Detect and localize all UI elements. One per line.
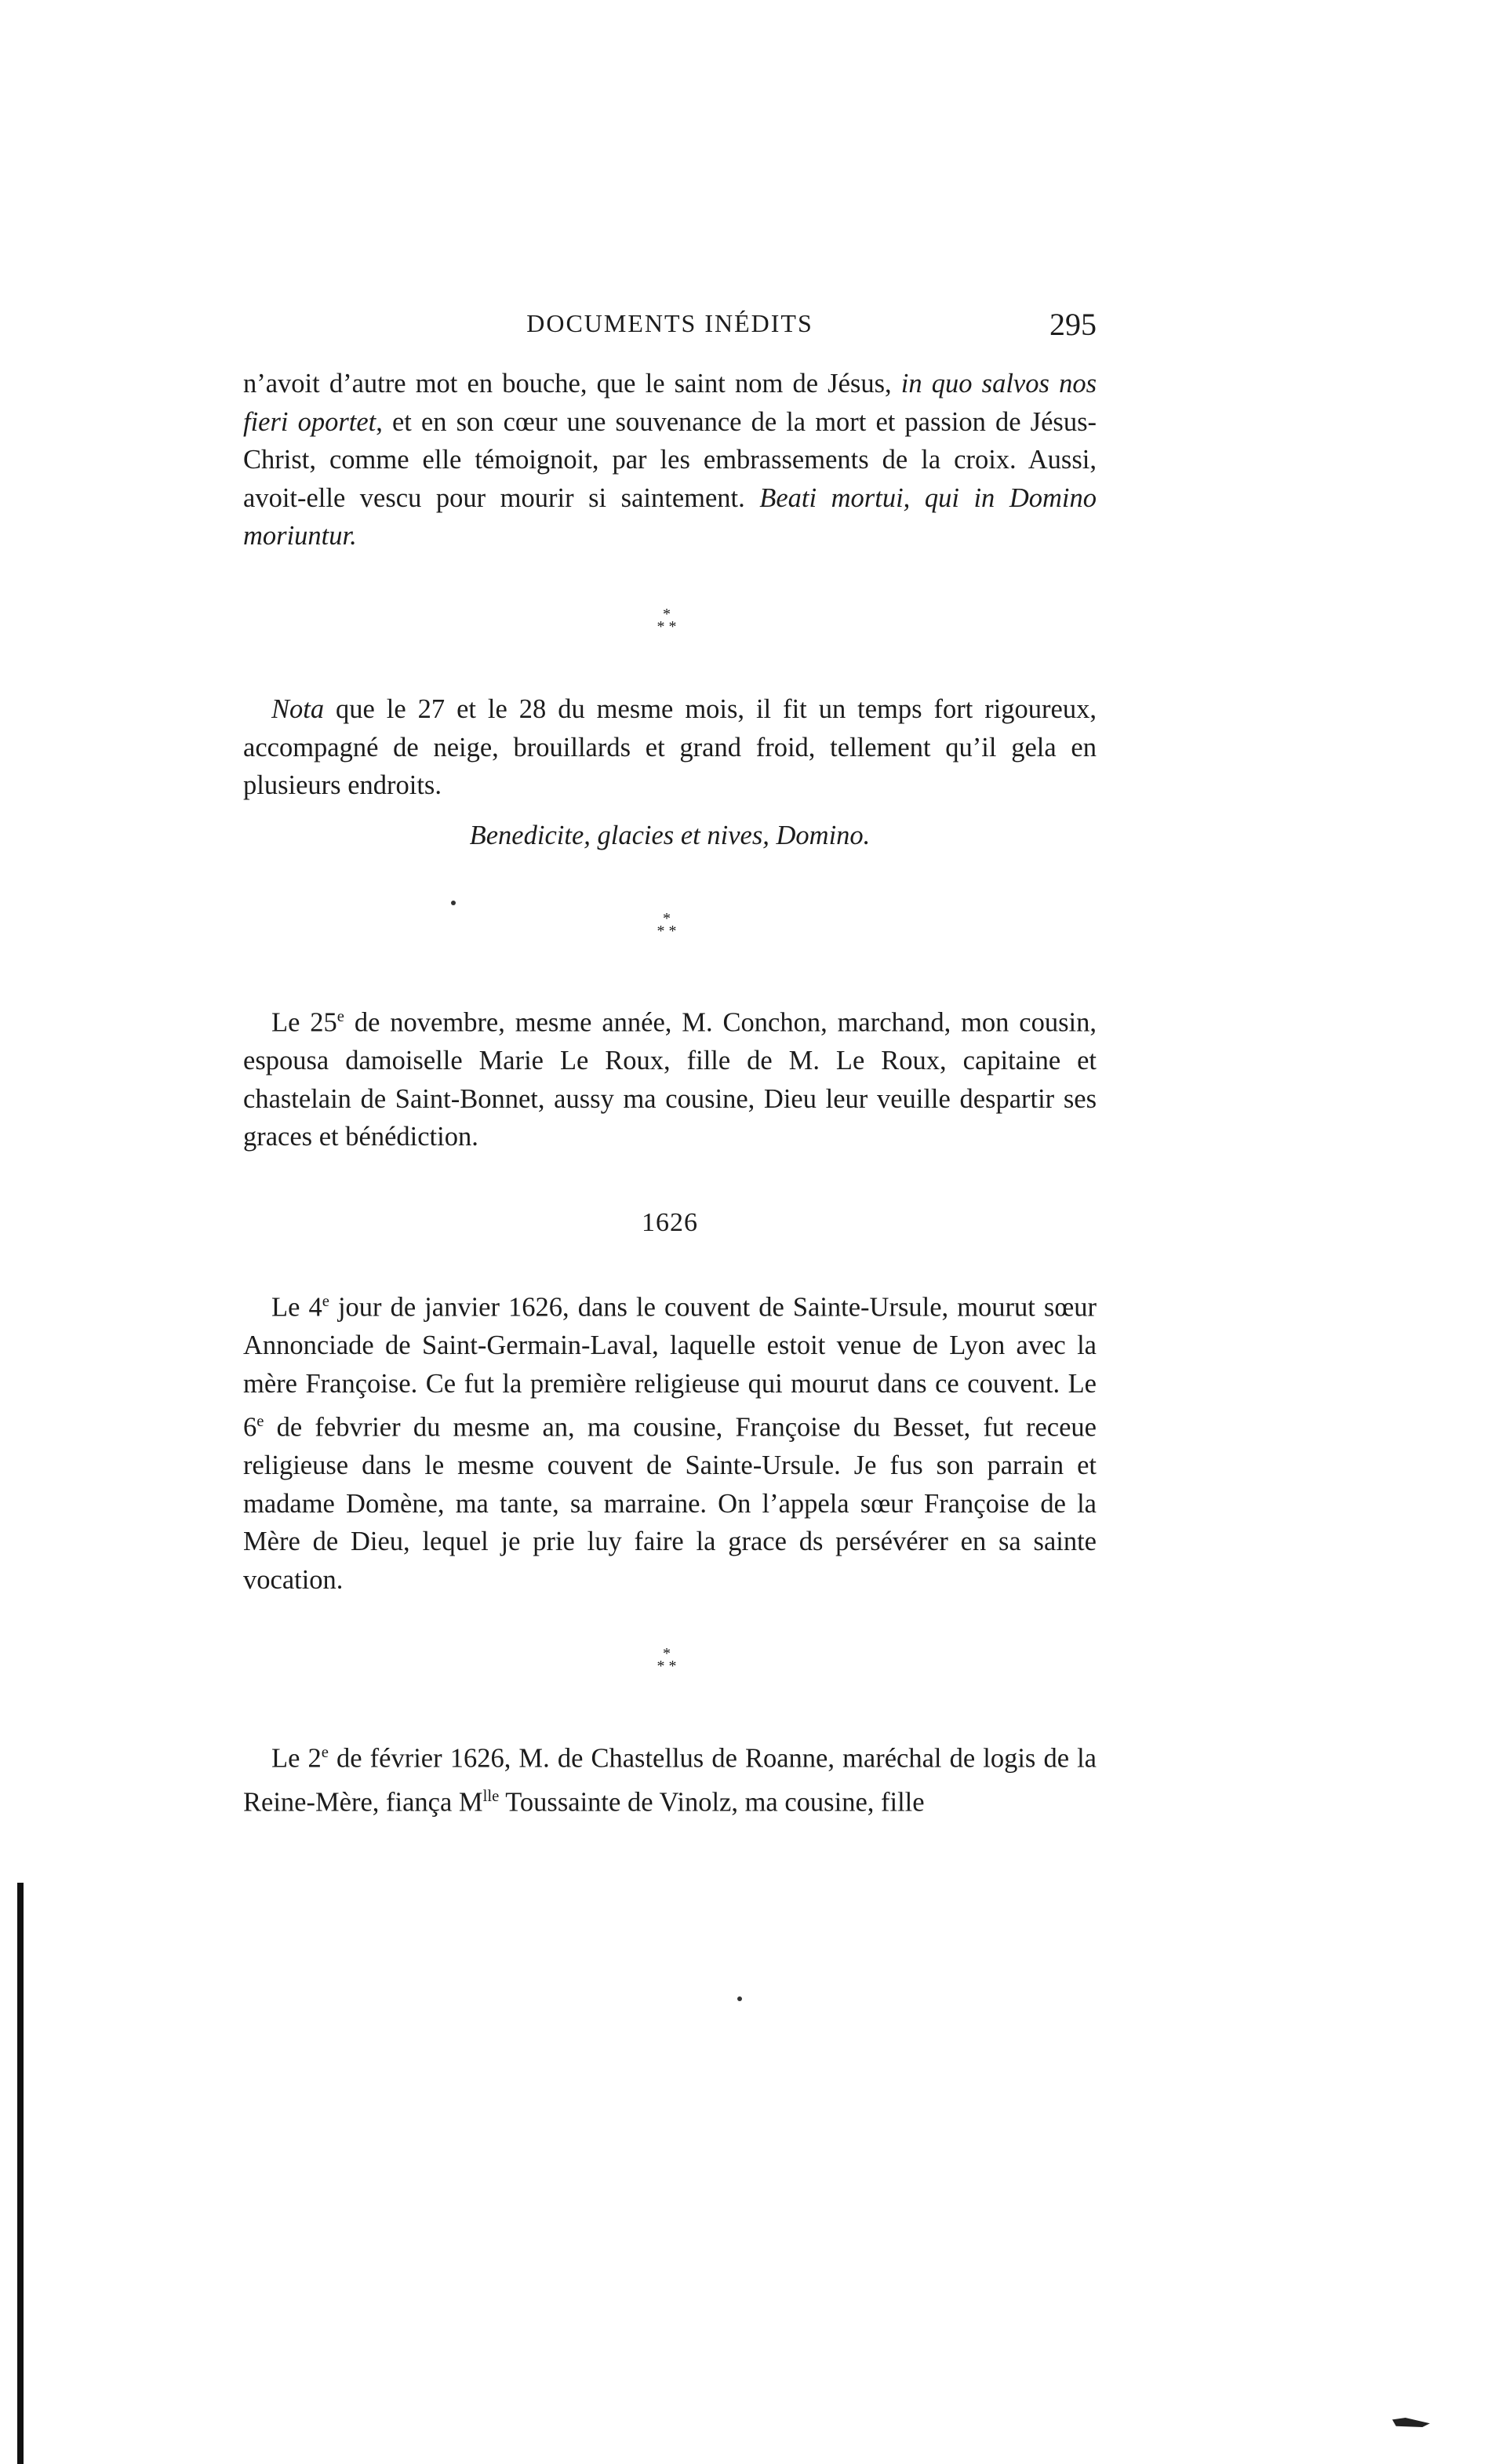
paragraph-betrothal [243, 1734, 1097, 1822]
paragraph-marriage [243, 998, 1097, 1156]
body-text: Le 4 [271, 1292, 322, 1323]
paragraph-text [243, 998, 1097, 1156]
paragraph-text [243, 1283, 1097, 1599]
superscript-text: lle [482, 1788, 500, 1805]
body-text: de novembre, mesme année, M. Conchon, marchand, mon cousin, espousa damoiselle Marie Le Roux, fille de M. Le Roux, capitaine et chastelain de Saint-Bonnet, aussy ma cousine, Dieu leur veuille despartir ses graces et bénédiction. [243, 1007, 1097, 1152]
body-text: que le 27 et le 28 du mesme mois, il fit un temps fort rigoureux, accompagné de neige, brouillards et grand froid, tellement qu’il gela en plusieurs endroits. [243, 694, 1097, 800]
superscript-text: e [336, 1008, 344, 1025]
body-text: Le 25 [271, 1007, 337, 1038]
asterism-star-top: * [663, 1645, 671, 1662]
asterism-star-top: * [663, 910, 671, 927]
asterism-star-pair: * * [657, 923, 677, 940]
asterism-star-top: * [663, 606, 671, 623]
body-text: , et en son cœur une souvenance de la mort et passion de Jésus-Christ, comme elle témoignoit, par les embrassements de la croix. Aussi, avoit-elle vescu pour mourir si saintement. [243, 406, 1097, 513]
paragraph-convent [243, 1283, 1097, 1599]
superscript-text: e [321, 1744, 329, 1761]
asterism-star-pair: * * [657, 1658, 677, 1675]
italic-text: Nota [271, 694, 325, 724]
running-title: DOCUMENTS INÉDITS [526, 309, 813, 337]
page-number: 295 [1049, 307, 1097, 342]
year-heading: 1626 [642, 1208, 698, 1237]
italic-text: in quo salvos nos fieri oportet [243, 369, 1097, 437]
scan-corner-mark [1392, 2418, 1430, 2427]
body-text: Toussainte de Vinolz, ma cousine, fille [499, 1787, 925, 1818]
latin-quote: Benedicite, glacies et nives, Domino. [469, 821, 871, 850]
scan-edge-shadow [17, 1883, 24, 2464]
paragraph-text [243, 1734, 1097, 1822]
print-speck [737, 1996, 742, 2001]
body-text: de février 1626, M. de Chastellus de Roanne, maréchal de logis de la Reine-Mère, fiança M [243, 1743, 1097, 1818]
paragraph-text [243, 690, 1097, 805]
italic-text: Beati mortui, qui in Domino moriuntur. [243, 482, 1097, 551]
asterism-divider [643, 912, 690, 944]
body-text: n’avoit d’autre mot en bouche, que le saint nom de Jésus, [243, 369, 901, 399]
asterism-star-pair: * * [657, 618, 677, 635]
superscript-text: e [256, 1413, 264, 1430]
running-head [243, 306, 1097, 353]
asterism-divider [643, 608, 690, 639]
paragraph-text [243, 365, 1097, 555]
body-text: de febvrier du mesme an, ma cousine, Françoise du Besset, fut receue religieuse dans le mesme couvent de Sainte-Ursule. Je fus son parrain et madame Domène, ma tante, sa marraine. On l’appela sœur Françoise de la Mère de Dieu, lequel je prie luy faire la grace ds persévérer en sa sainte vocation. [243, 1412, 1097, 1595]
print-speck [451, 901, 456, 905]
body-text: Le 2 [271, 1743, 322, 1774]
body-text: jour de janvier 1626, dans le couvent de Sainte-Ursule, mourut sœur Annonciade de Saint-Germain-Laval, laquelle estoit venue de Lyon avec la mère Françoise. Ce fut la première religieuse qui mourut dans ce couvent. Le 6 [243, 1292, 1097, 1443]
asterism-divider [643, 1647, 690, 1679]
paragraph-death-account [243, 365, 1097, 555]
paragraph-weather-note [243, 690, 1097, 805]
superscript-text: e [322, 1293, 329, 1310]
